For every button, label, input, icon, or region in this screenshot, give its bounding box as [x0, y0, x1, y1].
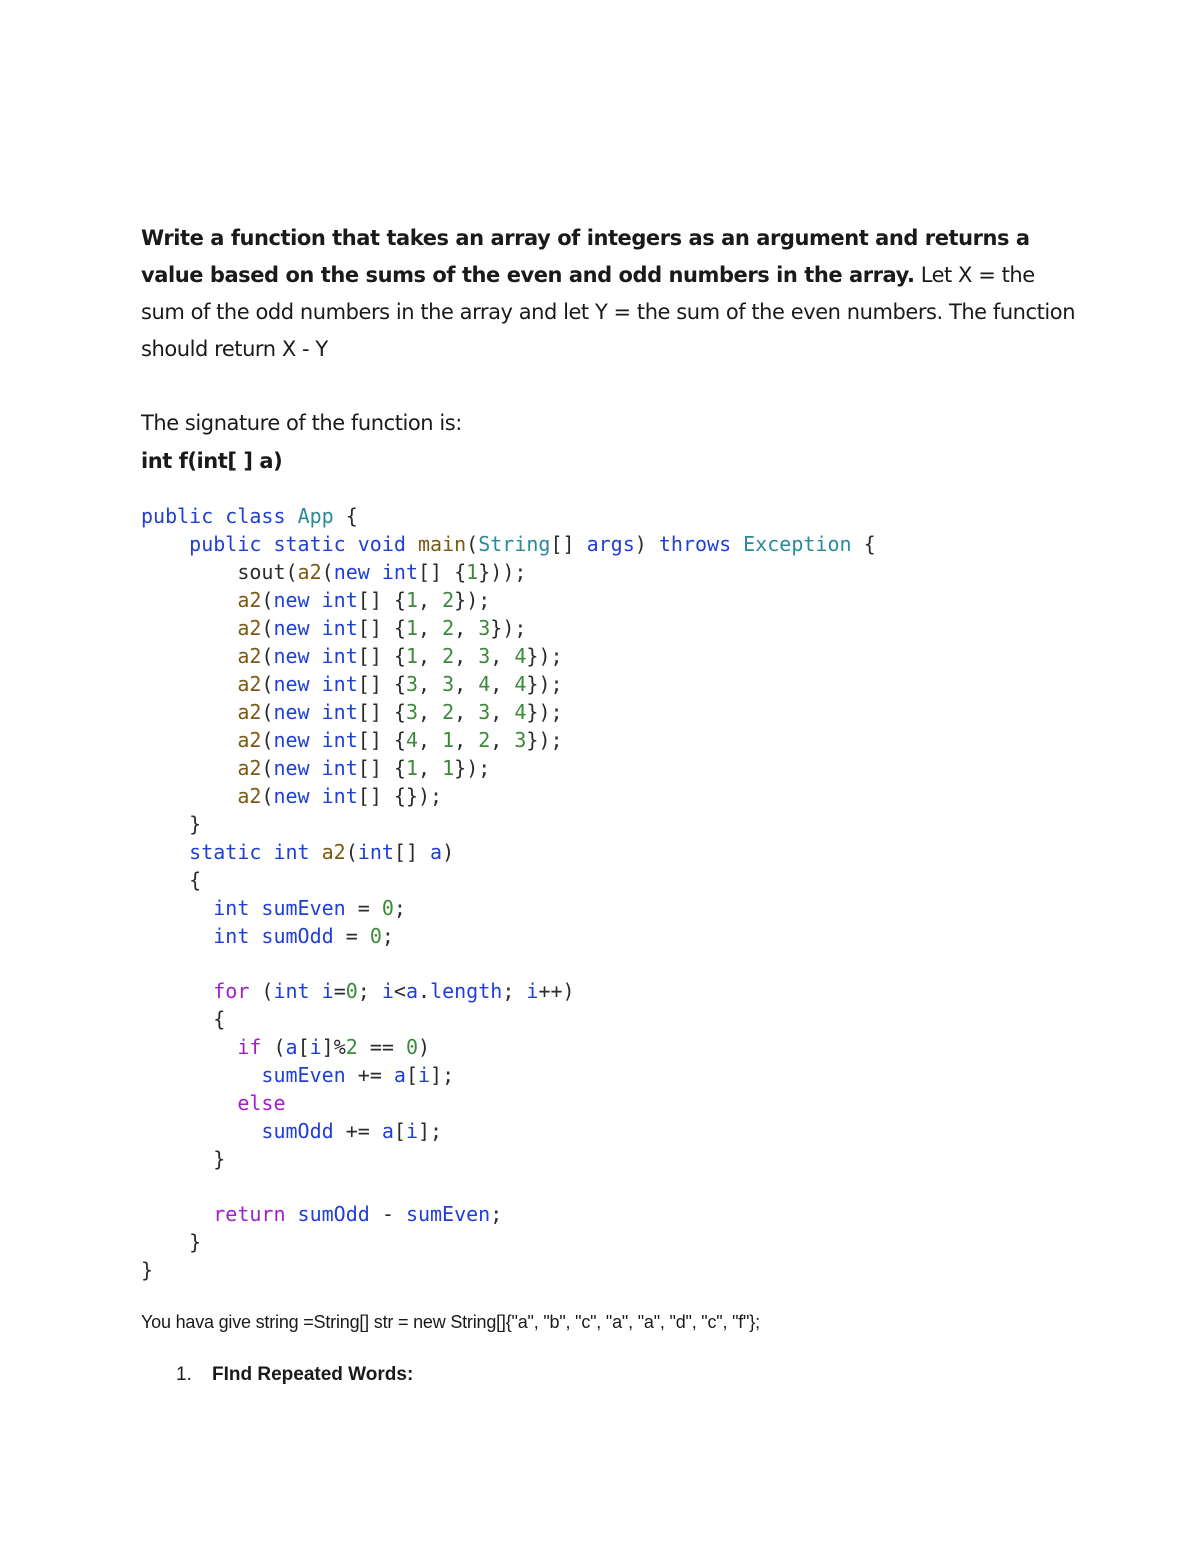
code-line: }: [141, 1258, 154, 1282]
code-line: {: [213, 1007, 226, 1031]
code-line: public class App {: [141, 504, 358, 528]
code-line: [141, 1173, 876, 1200]
code-line: a2(new int[] {1, 2, 3});: [237, 616, 527, 640]
code-line: if (a[i]%2 == 0): [237, 1035, 431, 1059]
given-string-text: You hava give string =String[] str = new String[]{"a", "b", "c", "a", "a", "d", "c", "f"};: [141, 1312, 760, 1332]
function-signature: int f(int[ ] a): [141, 449, 283, 473]
code-line: int sumOdd = 0;: [213, 924, 394, 948]
code-line: a2(new int[] {1, 1});: [237, 756, 491, 780]
list-item: [176, 1364, 413, 1386]
code-line: static int a2(int[] a): [189, 840, 455, 864]
code-line: public static void main(String[] args) throws Exception {: [189, 532, 876, 556]
code-line: }: [213, 1147, 226, 1171]
code-line: a2(new int[] {4, 1, 2, 3});: [237, 728, 563, 752]
code-line: sumEven += a[i];: [261, 1063, 455, 1087]
code-line: int sumEven = 0;: [213, 896, 406, 920]
code-line: sumOdd += a[i];: [261, 1119, 443, 1143]
code-line: return sumOdd - sumEven;: [213, 1202, 503, 1226]
code-line: a2(new int[] {1, 2, 3, 4});: [237, 644, 563, 668]
code-line: {: [189, 868, 202, 892]
problem-statement-bold: Write a function that takes an array of integers as an argument and returns a value based on the sums of the even and odd numbers in the array.: [141, 226, 1030, 287]
code-line: [141, 950, 876, 977]
code-line: a2(new int[] {3, 2, 3, 4});: [237, 700, 563, 724]
code-line: for (int i=0; i<a.length; i++): [213, 979, 575, 1003]
code-line: a2(new int[] {3, 3, 4, 4});: [237, 672, 563, 696]
list-marker: 1.: [176, 1364, 192, 1385]
signature-label: The signature of the function is:: [141, 411, 462, 435]
problem-statement: [141, 220, 1081, 368]
code-line: sout(a2(new int[] {1}));: [237, 560, 527, 584]
code-line: a2(new int[] {1, 2});: [237, 588, 491, 612]
list-item-label: FInd Repeated Words:: [212, 1364, 414, 1385]
problem-statement-regular: Let X = the sum of the odd numbers in the array and let Y = the sum of the even numbers. The function should return X - Y: [141, 263, 1076, 361]
code-block: [141, 502, 876, 1284]
code-line: }: [189, 812, 202, 836]
code-line: else: [237, 1091, 286, 1115]
code-line: a2(new int[] {});: [237, 784, 443, 808]
code-line: }: [189, 1230, 202, 1254]
